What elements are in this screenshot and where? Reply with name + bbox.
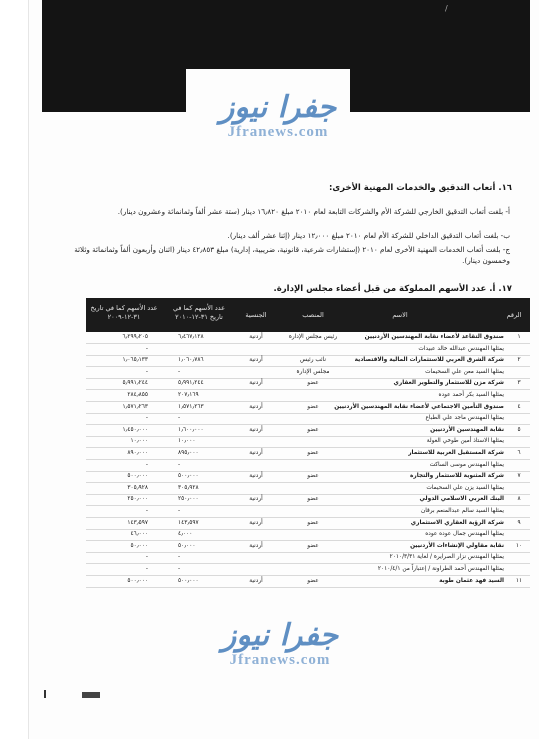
row-name: شركة الشرق العربي للاستثمارات المالية والاقتصادية <box>354 357 504 364</box>
row-name: البنك العربي الاسلامي الدولي <box>419 496 504 503</box>
row-role: عضو <box>307 577 319 584</box>
table-row <box>86 495 530 506</box>
row-shares-2010: ٤٫٠٠٠ <box>178 531 193 538</box>
row-shares-2009: ١٫٥٧١٫٢٦٣ <box>122 403 148 410</box>
row-shares-2010: ٦٫٤٦٧٫١٢٨ <box>178 334 204 340</box>
row-number: ٦ <box>517 450 521 456</box>
row-shares-2010: ١٤٣٫٥٩٧ <box>178 519 199 526</box>
row-name: شركة مزن للاستثمار والتطوير العقاري <box>393 380 504 387</box>
row-nationality: أردنية <box>249 334 263 340</box>
row-number: ٨ <box>517 496 521 503</box>
row-shares-2010: ٢٠٧٫١٦٩ <box>178 392 199 398</box>
row-shares-2009: ٨٩٠٫٠٠٠ <box>127 450 148 456</box>
table-row <box>86 449 530 460</box>
table-row <box>86 507 530 518</box>
watermark-site: Jfranews.com <box>229 652 331 668</box>
row-name: يمثلها المهندس نزار الصرايرة / لغاية ٢٠١٠/٣/٣١ <box>389 554 504 561</box>
row-shares-2009: - <box>145 415 148 422</box>
col-no: الرقم <box>506 311 522 319</box>
row-nationality: أردنية <box>249 403 263 410</box>
row-number: ١ <box>517 334 521 340</box>
row-nationality: أردنية <box>249 380 263 387</box>
table-row <box>86 391 530 402</box>
watermark-site: Jfranews.com <box>227 124 329 140</box>
row-name: نقابة مقاولي الإنشاءات الأردنيين <box>410 542 504 549</box>
row-name: السيد فهد عثمان طوبة <box>439 577 504 584</box>
table-row <box>86 333 530 344</box>
row-shares-2009: ٣٠٥٫٩٢٨ <box>127 484 148 491</box>
table-row <box>86 577 530 588</box>
col-shares-2009: عدد الأسهم كما في تاريخ ٣١-١٢-٢٠٠٩ <box>90 304 158 321</box>
table-row <box>86 379 530 390</box>
section-16-para-b: ب- بلغت أتعاب التدقيق الداخلي للشركة الأم لعام ٢٠١٠ مبلغ ١٢٫٠٠٠ دينار (إثنا عشر ألف دينار). <box>227 231 510 240</box>
row-shares-2009: ١٤٣٫٥٩٧ <box>127 519 148 526</box>
row-shares-2009: - <box>145 345 148 352</box>
row-name: يمثلها السيد بكر أحمد عوده <box>438 392 504 398</box>
row-shares-2010: ١٫٠٦٠٫٧٨٦ <box>178 357 204 364</box>
row-shares-2009: ٤٦٫٠٠٠ <box>130 531 148 538</box>
row-shares-2009: ٥٠٠٫٠٠٠ <box>127 473 148 480</box>
watermark-brand: جفرا نيوز <box>221 618 339 653</box>
row-shares-2010: ٥٠٠٫٠٠٠ <box>178 577 199 584</box>
row-name: يمثلها المهندس أحمد الطراونة / إعتباراً من ٢٠١٠/٤/١ <box>377 566 504 572</box>
row-shares-2009: ١٫٤٥٠٫٠٠٠ <box>122 426 148 433</box>
row-role: عضو <box>307 380 319 387</box>
row-number: ٧ <box>517 473 521 480</box>
row-name: يمثلها المهندس موسى الساكت <box>429 461 504 468</box>
table-row <box>86 472 530 483</box>
row-shares-2010: ٥٠٫٠٠٠ <box>178 542 196 549</box>
col-name: الاسم <box>392 311 408 319</box>
row-number: ٣ <box>517 380 521 387</box>
section-16-para-a: أ- بلغت أتعاب التدقيق الخارجي للشركة الأم والشركات التابعة لعام ٢٠١٠ مبلغ ١٦٫٨٢٠ دينار (ستة عشر ألفاً وثمانمائة وعشرون دينار). <box>117 207 510 216</box>
row-shares-2009: ٦٫٢٩٩٫٢٠٥ <box>122 334 148 340</box>
row-role: عضو <box>307 403 319 410</box>
row-role: عضو <box>307 450 319 456</box>
row-number: ١٠ <box>515 542 523 549</box>
row-shares-2009: ٢٨٤٫٨٥٥ <box>127 392 148 398</box>
row-shares-2009: - <box>145 554 148 561</box>
row-shares-2010: ٥٫٩٩١٫٢٤٤ <box>178 380 204 387</box>
row-role: عضو <box>307 496 319 503</box>
row-shares-2009: ٢٥٠٫٠٠٠ <box>127 496 148 503</box>
row-name: شركة المستقبل العربية للاستثمار <box>408 450 504 456</box>
row-shares-2010: ١٫٥٧١٫٢٦٣ <box>178 403 204 410</box>
row-name: يمثلها السيد معن علي السحيمات <box>425 368 504 375</box>
row-shares-2010: ٨٩٥٫٠٠٠ <box>178 450 199 456</box>
row-name: يمثلها المهندس عبدالله خالد عبيدات <box>418 345 504 352</box>
row-nationality: أردنية <box>249 426 263 433</box>
row-role: عضو <box>307 519 319 526</box>
section-16-para-c: ج- بلغت أتعاب الخدمات المهنية الأخرى لعام ٢٠١٠ (إستشارات شرعية، قانونية، ضريبية، إدارية) مبلغ ٤٢٫٨٥٣ دينار (اثنان وأربعون ألفاً وثمانمائة وثلاثة وخمسون دينار). <box>74 245 510 265</box>
watermark-brand: جفرا نيوز <box>219 90 337 125</box>
table-row <box>86 345 530 356</box>
row-shares-2010: - <box>178 461 181 468</box>
row-name: يمثلها السيد سالم عبدالمنعم برقان <box>420 508 504 514</box>
row-shares-2009: ١٠٫٠٠٠ <box>130 438 148 445</box>
row-name: صندوق التأمين الاجتماعي لأعضاء نقابة المهندسين الأردنيين <box>334 403 504 410</box>
row-role: نائب رئيس <box>299 357 327 364</box>
row-shares-2010: - <box>178 368 181 375</box>
row-role: عضو <box>307 542 319 549</box>
row-nationality: أردنية <box>249 542 263 549</box>
scan-smudge <box>82 692 100 698</box>
row-shares-2010: ١٠٫٠٠٠ <box>178 438 196 445</box>
row-shares-2010: ٣٠٥٫٩٢٨ <box>178 484 199 491</box>
table-row <box>86 403 530 414</box>
row-shares-2010: - <box>178 508 181 514</box>
row-number: ٥ <box>517 426 521 433</box>
row-name: شركة الرؤية العقاري الاستثماري <box>410 519 504 526</box>
row-shares-2009: - <box>145 508 148 514</box>
row-nationality: أردنية <box>249 519 263 526</box>
watermark-logo-bottom <box>190 620 370 669</box>
table-row <box>86 565 530 576</box>
table-row <box>86 553 530 564</box>
table-row <box>86 484 530 495</box>
row-shares-2009: - <box>145 461 148 468</box>
table-row <box>86 414 530 425</box>
row-name: نقابة المهندسين الأردنيين <box>430 426 504 433</box>
row-number: ٩ <box>517 519 521 526</box>
section-16-heading: ١٦. أتعاب التدقيق والخدمات المهنية الأخرى: <box>328 183 512 193</box>
row-shares-2009: ٥٫٩٩١٫٢٤٤ <box>122 380 148 387</box>
col-shares-2010: عدد الأسهم كما في تاريخ ٣١-١٢-٢٠١٠ <box>172 304 226 321</box>
row-shares-2010: ١٫٦٠٠٫٠٠٠ <box>178 426 204 433</box>
table-row <box>86 519 530 530</box>
row-role: مجلس الإدارة <box>296 368 330 375</box>
row-nationality: أردنية <box>249 496 263 503</box>
table-row <box>86 437 530 448</box>
row-shares-2009: ٥٠٠٫٠٠٠ <box>127 577 148 584</box>
row-nationality: أردنية <box>249 357 263 364</box>
row-role: عضو <box>307 426 319 433</box>
row-role: رئيس مجلس الإدارة <box>288 334 338 340</box>
shares-table-header <box>86 298 530 332</box>
col-nationality: الجنسية <box>245 311 267 319</box>
row-shares-2009: - <box>145 368 148 375</box>
table-row <box>86 542 530 553</box>
row-name: شركة المثنوية للاستثمار والتجارة <box>409 473 504 480</box>
corner-mark: / <box>445 4 448 13</box>
row-shares-2010: - <box>178 566 181 572</box>
table-row <box>86 368 530 379</box>
col-role: المنصب <box>302 311 324 319</box>
row-name: يمثلها المهندس جمال عوده عوده <box>425 531 504 538</box>
table-row <box>86 356 530 367</box>
row-name: يمثلها السيد يزن علي السحيمات <box>426 484 504 491</box>
row-shares-2009: ٥٠٫٠٠٠ <box>130 542 148 549</box>
row-nationality: أردنية <box>249 577 263 584</box>
row-role: عضو <box>307 473 319 480</box>
table-row <box>86 530 530 541</box>
table-row <box>86 461 530 472</box>
row-name: يمثلها الاستاذ أمين طوخي الغولة <box>426 438 504 445</box>
row-shares-2009: - <box>145 566 148 572</box>
row-number: ٤ <box>517 403 521 410</box>
row-shares-2010: ٢٥٠٫٠٠٠ <box>178 496 199 503</box>
table-row <box>86 426 530 437</box>
row-shares-2009: ١٫٠٦٥٫١٣٣ <box>122 357 148 364</box>
row-name: يمثلها المهندس ماجد علي الطباع <box>425 415 504 422</box>
row-shares-2010: ٥٠٠٫٠٠٠ <box>178 473 199 480</box>
row-nationality: أردنية <box>249 450 263 456</box>
scan-mark <box>44 690 46 698</box>
section-17-heading: ١٧. أ. عدد الأسهم المملوكة من قبل أعضاء مجلس الإدارة. <box>273 284 512 294</box>
watermark-logo-top <box>188 92 368 141</box>
row-number: ١١ <box>515 577 523 584</box>
row-number: ٢ <box>517 357 521 364</box>
row-shares-2010: - <box>178 554 181 561</box>
row-nationality: أردنية <box>249 473 263 480</box>
row-name: صندوق التقاعد لأعضاء نقابة المهندسين الأردنيين <box>364 334 504 340</box>
row-shares-2010: - <box>178 415 181 422</box>
